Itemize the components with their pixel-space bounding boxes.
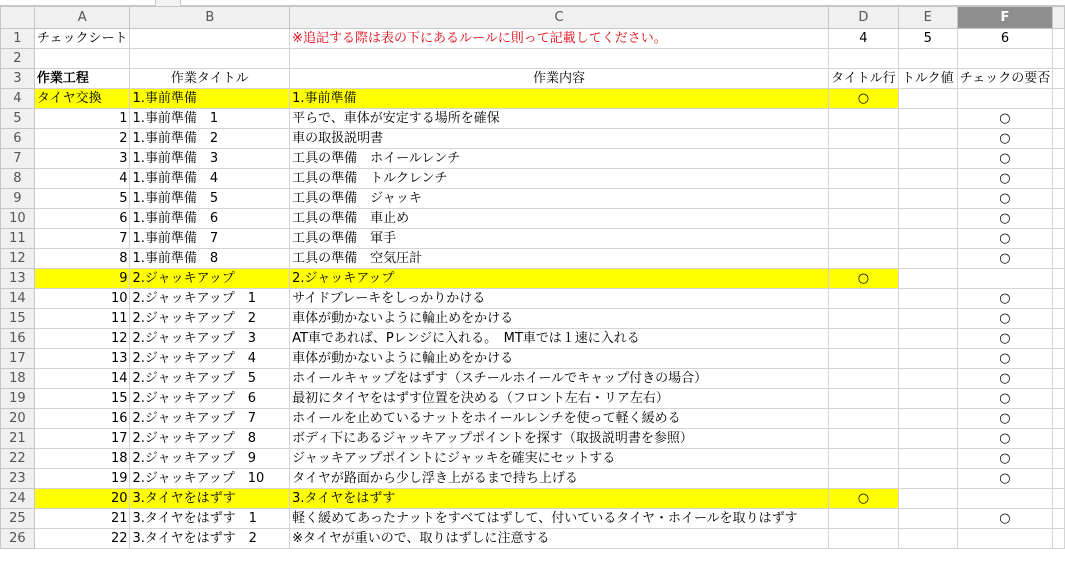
row-header[interactable]: 15 [1, 309, 35, 329]
cell-e[interactable] [898, 109, 957, 129]
cell-g[interactable] [1053, 189, 1065, 209]
cell-c[interactable]: 工具の準備 空気圧計 [290, 249, 829, 269]
cell-c[interactable]: タイヤが路面から少し浮き上がるまで持ち上げる [290, 469, 829, 489]
cell-d[interactable]: 4 [829, 29, 899, 49]
row-header[interactable]: 16 [1, 329, 35, 349]
cell-g[interactable] [1053, 49, 1065, 69]
cell-a[interactable]: 20 [34, 489, 130, 509]
row-header[interactable]: 23 [1, 469, 35, 489]
cell-g[interactable] [1053, 329, 1065, 349]
cell-c[interactable]: ボディ下にあるジャッキアップポイントを探す（取扱説明書を参照） [290, 429, 829, 449]
column-header-g[interactable] [1053, 7, 1065, 29]
table-row [1, 449, 1065, 469]
cell-g[interactable] [1053, 29, 1065, 49]
cell-b[interactable]: 1.事前準備 4 [130, 169, 290, 189]
table-row [1, 309, 1065, 329]
table-row [1, 429, 1065, 449]
cell-c[interactable]: 車体が動かないように輪止めをかける [290, 309, 829, 329]
table-row [1, 129, 1065, 149]
cell-g[interactable] [1053, 409, 1065, 429]
table-row [1, 169, 1065, 189]
cell-c[interactable]: 車体が動かないように輪止めをかける [290, 349, 829, 369]
cell-d[interactable] [829, 249, 899, 269]
cell-d[interactable]: ○ [829, 89, 899, 109]
cell-g[interactable] [1053, 249, 1065, 269]
cell-g[interactable] [1053, 469, 1065, 489]
cell-d[interactable]: ○ [829, 489, 899, 509]
cell-e[interactable] [898, 449, 957, 469]
cell-f[interactable]: ○ [957, 189, 1053, 209]
cell-f[interactable]: ○ [957, 389, 1053, 409]
cell-b[interactable]: 2.ジャッキアップ 4 [130, 349, 290, 369]
row-header[interactable]: 22 [1, 449, 35, 469]
cell-d[interactable]: タイトル行 [829, 69, 899, 89]
cell-c[interactable]: ジャッキアップポイントにジャッキを確実にセットする [290, 449, 829, 469]
cell-e[interactable]: 5 [898, 29, 957, 49]
cell-d[interactable] [829, 169, 899, 189]
cell-a[interactable]: 15 [34, 389, 130, 409]
cell-a[interactable]: 2 [34, 129, 130, 149]
cell-b[interactable] [130, 29, 290, 49]
cell-a[interactable]: 5 [34, 189, 130, 209]
cell-d[interactable] [829, 109, 899, 129]
cell-c[interactable]: 工具の準備 車止め [290, 209, 829, 229]
cell-e[interactable] [898, 329, 957, 349]
cell-g[interactable] [1053, 369, 1065, 389]
column-header-a[interactable]: A [34, 7, 130, 29]
cell-b[interactable]: 1.事前準備 3 [130, 149, 290, 169]
cell-f[interactable]: ○ [957, 429, 1053, 449]
cell-f[interactable]: ○ [957, 229, 1053, 249]
cell-a[interactable]: 9 [34, 269, 130, 289]
cell-d[interactable] [829, 329, 899, 349]
table-row [1, 109, 1065, 129]
cell-a[interactable] [34, 49, 130, 69]
cell-b[interactable]: 1.事前準備 8 [130, 249, 290, 269]
cell-d[interactable] [829, 129, 899, 149]
table-row [1, 289, 1065, 309]
cell-c[interactable]: 1.事前準備 [290, 89, 829, 109]
cell-g[interactable] [1053, 269, 1065, 289]
cell-c[interactable]: 最初にタイヤをはずす位置を決める（フロント左右・リア左右） [290, 389, 829, 409]
cell-e[interactable] [898, 129, 957, 149]
cell-b[interactable]: 2.ジャッキアップ 7 [130, 409, 290, 429]
cell-b[interactable]: 2.ジャッキアップ 5 [130, 369, 290, 389]
cell-g[interactable] [1053, 109, 1065, 129]
cell-a[interactable]: 10 [34, 289, 130, 309]
cell-e[interactable] [898, 349, 957, 369]
cell-e[interactable] [898, 89, 957, 109]
row-header[interactable]: 25 [1, 509, 35, 529]
cell-c[interactable]: AT車であれば、Pレンジに入れる。 MT車では１速に入れる [290, 329, 829, 349]
column-header-e[interactable]: E [898, 7, 957, 29]
cell-e[interactable] [898, 209, 957, 229]
cell-e[interactable]: トルク値 [898, 69, 957, 89]
cell-g[interactable] [1053, 69, 1065, 89]
cell-b[interactable]: 1.事前準備 [130, 89, 290, 109]
cell-b[interactable]: 2.ジャッキアップ [130, 269, 290, 289]
cell-d[interactable] [829, 509, 899, 529]
table-row [1, 529, 1065, 549]
cell-c[interactable] [290, 49, 829, 69]
cell-b[interactable]: 2.ジャッキアップ 9 [130, 449, 290, 469]
cell-g[interactable] [1053, 489, 1065, 509]
row-header[interactable]: 18 [1, 369, 35, 389]
column-header-b[interactable]: B [130, 7, 290, 29]
row-header[interactable]: 14 [1, 289, 35, 309]
cell-c[interactable]: 工具の準備 ジャッキ [290, 189, 829, 209]
table-row [1, 409, 1065, 429]
cell-b[interactable]: 2.ジャッキアップ 3 [130, 329, 290, 349]
row-header[interactable]: 17 [1, 349, 35, 369]
table-row [1, 229, 1065, 249]
table-row [1, 369, 1065, 389]
cell-f[interactable]: チェックの要否 [957, 69, 1053, 89]
cell-c[interactable]: 工具の準備 トルクレンチ [290, 169, 829, 189]
cell-g[interactable] [1053, 429, 1065, 449]
cell-c[interactable]: 3.タイヤをはずす [290, 489, 829, 509]
cell-e[interactable] [898, 469, 957, 489]
cell-a[interactable]: 8 [34, 249, 130, 269]
cell-a[interactable]: 3 [34, 149, 130, 169]
cell-c[interactable]: ※追記する際は表の下にあるルールに則って記載してください。 [290, 29, 829, 49]
cell-b[interactable]: 1.事前準備 1 [130, 109, 290, 129]
table-row [1, 509, 1065, 529]
cell-f[interactable]: ○ [957, 109, 1053, 129]
cell-d[interactable] [829, 209, 899, 229]
cell-d[interactable]: ○ [829, 269, 899, 289]
cell-a[interactable]: 12 [34, 329, 130, 349]
cell-g[interactable] [1053, 289, 1065, 309]
cell-g[interactable] [1053, 389, 1065, 409]
row-header[interactable]: 7 [1, 149, 35, 169]
cell-f[interactable]: 6 [957, 29, 1053, 49]
cell-e[interactable] [898, 169, 957, 189]
row-header[interactable]: 9 [1, 189, 35, 209]
cell-a[interactable]: 11 [34, 309, 130, 329]
cell-c[interactable]: 作業内容 [290, 69, 829, 89]
cell-b[interactable]: 2.ジャッキアップ 6 [130, 389, 290, 409]
cell-b[interactable]: 3.タイヤをはずす 1 [130, 509, 290, 529]
cell-b[interactable]: 2.ジャッキアップ 10 [130, 469, 290, 489]
cell-f[interactable]: ○ [957, 309, 1053, 329]
row-header[interactable]: 11 [1, 229, 35, 249]
cell-d[interactable] [829, 229, 899, 249]
row-header[interactable]: 20 [1, 409, 35, 429]
table-row [1, 189, 1065, 209]
cell-d[interactable] [829, 289, 899, 309]
cell-e[interactable] [898, 249, 957, 269]
cell-f[interactable]: ○ [957, 349, 1053, 369]
row-header[interactable]: 3 [1, 69, 35, 89]
cell-d[interactable] [829, 309, 899, 329]
cell-g[interactable] [1053, 149, 1065, 169]
cell-a[interactable]: 7 [34, 229, 130, 249]
cell-a[interactable]: 19 [34, 469, 130, 489]
cell-e[interactable] [898, 529, 957, 549]
cell-b[interactable]: 3.タイヤをはずす 2 [130, 529, 290, 549]
cell-d[interactable] [829, 529, 899, 549]
row-header[interactable]: 1 [1, 29, 35, 49]
cell-f[interactable] [957, 489, 1053, 509]
row-header[interactable]: 6 [1, 129, 35, 149]
table-row [1, 469, 1065, 489]
cell-g[interactable] [1053, 509, 1065, 529]
cell-f[interactable] [957, 49, 1053, 69]
cell-g[interactable] [1053, 309, 1065, 329]
table-row [1, 329, 1065, 349]
cell-b[interactable]: 2.ジャッキアップ 8 [130, 429, 290, 449]
cell-g[interactable] [1053, 449, 1065, 469]
table-row [1, 149, 1065, 169]
cell-d[interactable] [829, 409, 899, 429]
cell-g[interactable] [1053, 169, 1065, 189]
cell-a[interactable]: 22 [34, 529, 130, 549]
row-header[interactable]: 21 [1, 429, 35, 449]
cell-c[interactable]: 2.ジャッキアップ [290, 269, 829, 289]
cell-d[interactable] [829, 149, 899, 169]
cell-a[interactable]: 6 [34, 209, 130, 229]
column-header-c[interactable]: C [290, 7, 829, 29]
table-row [1, 69, 1065, 89]
select-all-corner[interactable] [1, 7, 35, 29]
cell-d[interactable] [829, 469, 899, 489]
row-header[interactable]: 10 [1, 209, 35, 229]
cell-b[interactable]: 1.事前準備 7 [130, 229, 290, 249]
row-header[interactable]: 26 [1, 529, 35, 549]
cell-a[interactable]: 17 [34, 429, 130, 449]
cell-e[interactable] [898, 289, 957, 309]
cell-e[interactable] [898, 269, 957, 289]
cell-g[interactable] [1053, 529, 1065, 549]
cell-f[interactable]: ○ [957, 449, 1053, 469]
row-header[interactable]: 24 [1, 489, 35, 509]
table-row [1, 269, 1065, 289]
cell-g[interactable] [1053, 229, 1065, 249]
cell-f[interactable]: ○ [957, 329, 1053, 349]
cell-g[interactable] [1053, 209, 1065, 229]
cell-e[interactable] [898, 309, 957, 329]
table-row [1, 209, 1065, 229]
cell-e[interactable] [898, 229, 957, 249]
cell-c[interactable]: 車の取扱説明書 [290, 129, 829, 149]
cell-a[interactable]: 13 [34, 349, 130, 369]
cell-c[interactable]: ※タイヤが重いので、取りはずしに注意する [290, 529, 829, 549]
table-row [1, 49, 1065, 69]
cell-f[interactable]: ○ [957, 169, 1053, 189]
cell-e[interactable] [898, 189, 957, 209]
cell-c[interactable]: 平らで、車体が安定する場所を確保 [290, 109, 829, 129]
cell-c[interactable]: ホイールキャップをはずす（スチールホイールでキャップ付きの場合） [290, 369, 829, 389]
cell-f[interactable]: ○ [957, 409, 1053, 429]
row-header[interactable]: 5 [1, 109, 35, 129]
cell-b[interactable]: 作業タイトル [130, 69, 290, 89]
cell-e[interactable] [898, 509, 957, 529]
cell-b[interactable]: 2.ジャッキアップ 2 [130, 309, 290, 329]
table-row [1, 389, 1065, 409]
cell-b[interactable]: 3.タイヤをはずす [130, 489, 290, 509]
column-header-d[interactable]: D [829, 7, 899, 29]
row-header[interactable]: 19 [1, 389, 35, 409]
table-row [1, 29, 1065, 49]
spreadsheet-grid [0, 6, 1065, 549]
cell-d[interactable] [829, 449, 899, 469]
cell-e[interactable] [898, 149, 957, 169]
row-header[interactable]: 8 [1, 169, 35, 189]
cell-d[interactable] [829, 49, 899, 69]
cell-g[interactable] [1053, 129, 1065, 149]
cell-c[interactable]: ホイールを止めているナットをホイールレンチを使って軽く緩める [290, 409, 829, 429]
row-header[interactable]: 2 [1, 49, 35, 69]
cell-d[interactable] [829, 369, 899, 389]
cell-e[interactable] [898, 389, 957, 409]
cell-a[interactable]: 21 [34, 509, 130, 529]
cell-d[interactable] [829, 349, 899, 369]
cell-f[interactable]: ○ [957, 129, 1053, 149]
cell-f[interactable] [957, 529, 1053, 549]
cell-c[interactable]: 工具の準備 軍手 [290, 229, 829, 249]
table-row [1, 249, 1065, 269]
row-header[interactable]: 4 [1, 89, 35, 109]
cell-a[interactable]: 18 [34, 449, 130, 469]
cell-b[interactable]: 2.ジャッキアップ 1 [130, 289, 290, 309]
cell-f[interactable]: ○ [957, 469, 1053, 489]
cell-f[interactable] [957, 269, 1053, 289]
row-header[interactable]: 12 [1, 249, 35, 269]
cell-a[interactable]: 14 [34, 369, 130, 389]
column-header-f[interactable]: F [957, 7, 1053, 29]
cell-a[interactable]: チェックシート [34, 29, 130, 49]
cell-e[interactable] [898, 489, 957, 509]
cell-a[interactable]: 作業工程 [34, 69, 130, 89]
cell-c[interactable]: 軽く緩めてあったナットをすべてはずして、付いているタイヤ・ホイールを取りはずす [290, 509, 829, 529]
cell-f[interactable]: ○ [957, 369, 1053, 389]
cell-d[interactable] [829, 389, 899, 409]
cell-c[interactable]: 工具の準備 ホイールレンチ [290, 149, 829, 169]
cell-b[interactable]: 1.事前準備 6 [130, 209, 290, 229]
cell-f[interactable]: ○ [957, 289, 1053, 309]
cell-b[interactable]: 1.事前準備 5 [130, 189, 290, 209]
cell-a[interactable]: 4 [34, 169, 130, 189]
cell-f[interactable]: ○ [957, 149, 1053, 169]
cell-g[interactable] [1053, 89, 1065, 109]
cell-e[interactable] [898, 369, 957, 389]
cell-c[interactable]: サイドブレーキをしっかりかける [290, 289, 829, 309]
cell-a[interactable]: タイヤ交換 [34, 89, 130, 109]
cell-e[interactable] [898, 409, 957, 429]
cell-a[interactable]: 1 [34, 109, 130, 129]
cell-b[interactable] [130, 49, 290, 69]
table-row [1, 89, 1065, 109]
cell-a[interactable]: 16 [34, 409, 130, 429]
cell-f[interactable]: ○ [957, 509, 1053, 529]
cell-f[interactable] [957, 89, 1053, 109]
cell-e[interactable] [898, 49, 957, 69]
cell-e[interactable] [898, 429, 957, 449]
cell-g[interactable] [1053, 349, 1065, 369]
cell-f[interactable]: ○ [957, 249, 1053, 269]
cell-d[interactable] [829, 189, 899, 209]
cell-b[interactable]: 1.事前準備 2 [130, 129, 290, 149]
cell-d[interactable] [829, 429, 899, 449]
cell-f[interactable]: ○ [957, 209, 1053, 229]
table-row [1, 349, 1065, 369]
row-header[interactable]: 13 [1, 269, 35, 289]
table-row [1, 489, 1065, 509]
